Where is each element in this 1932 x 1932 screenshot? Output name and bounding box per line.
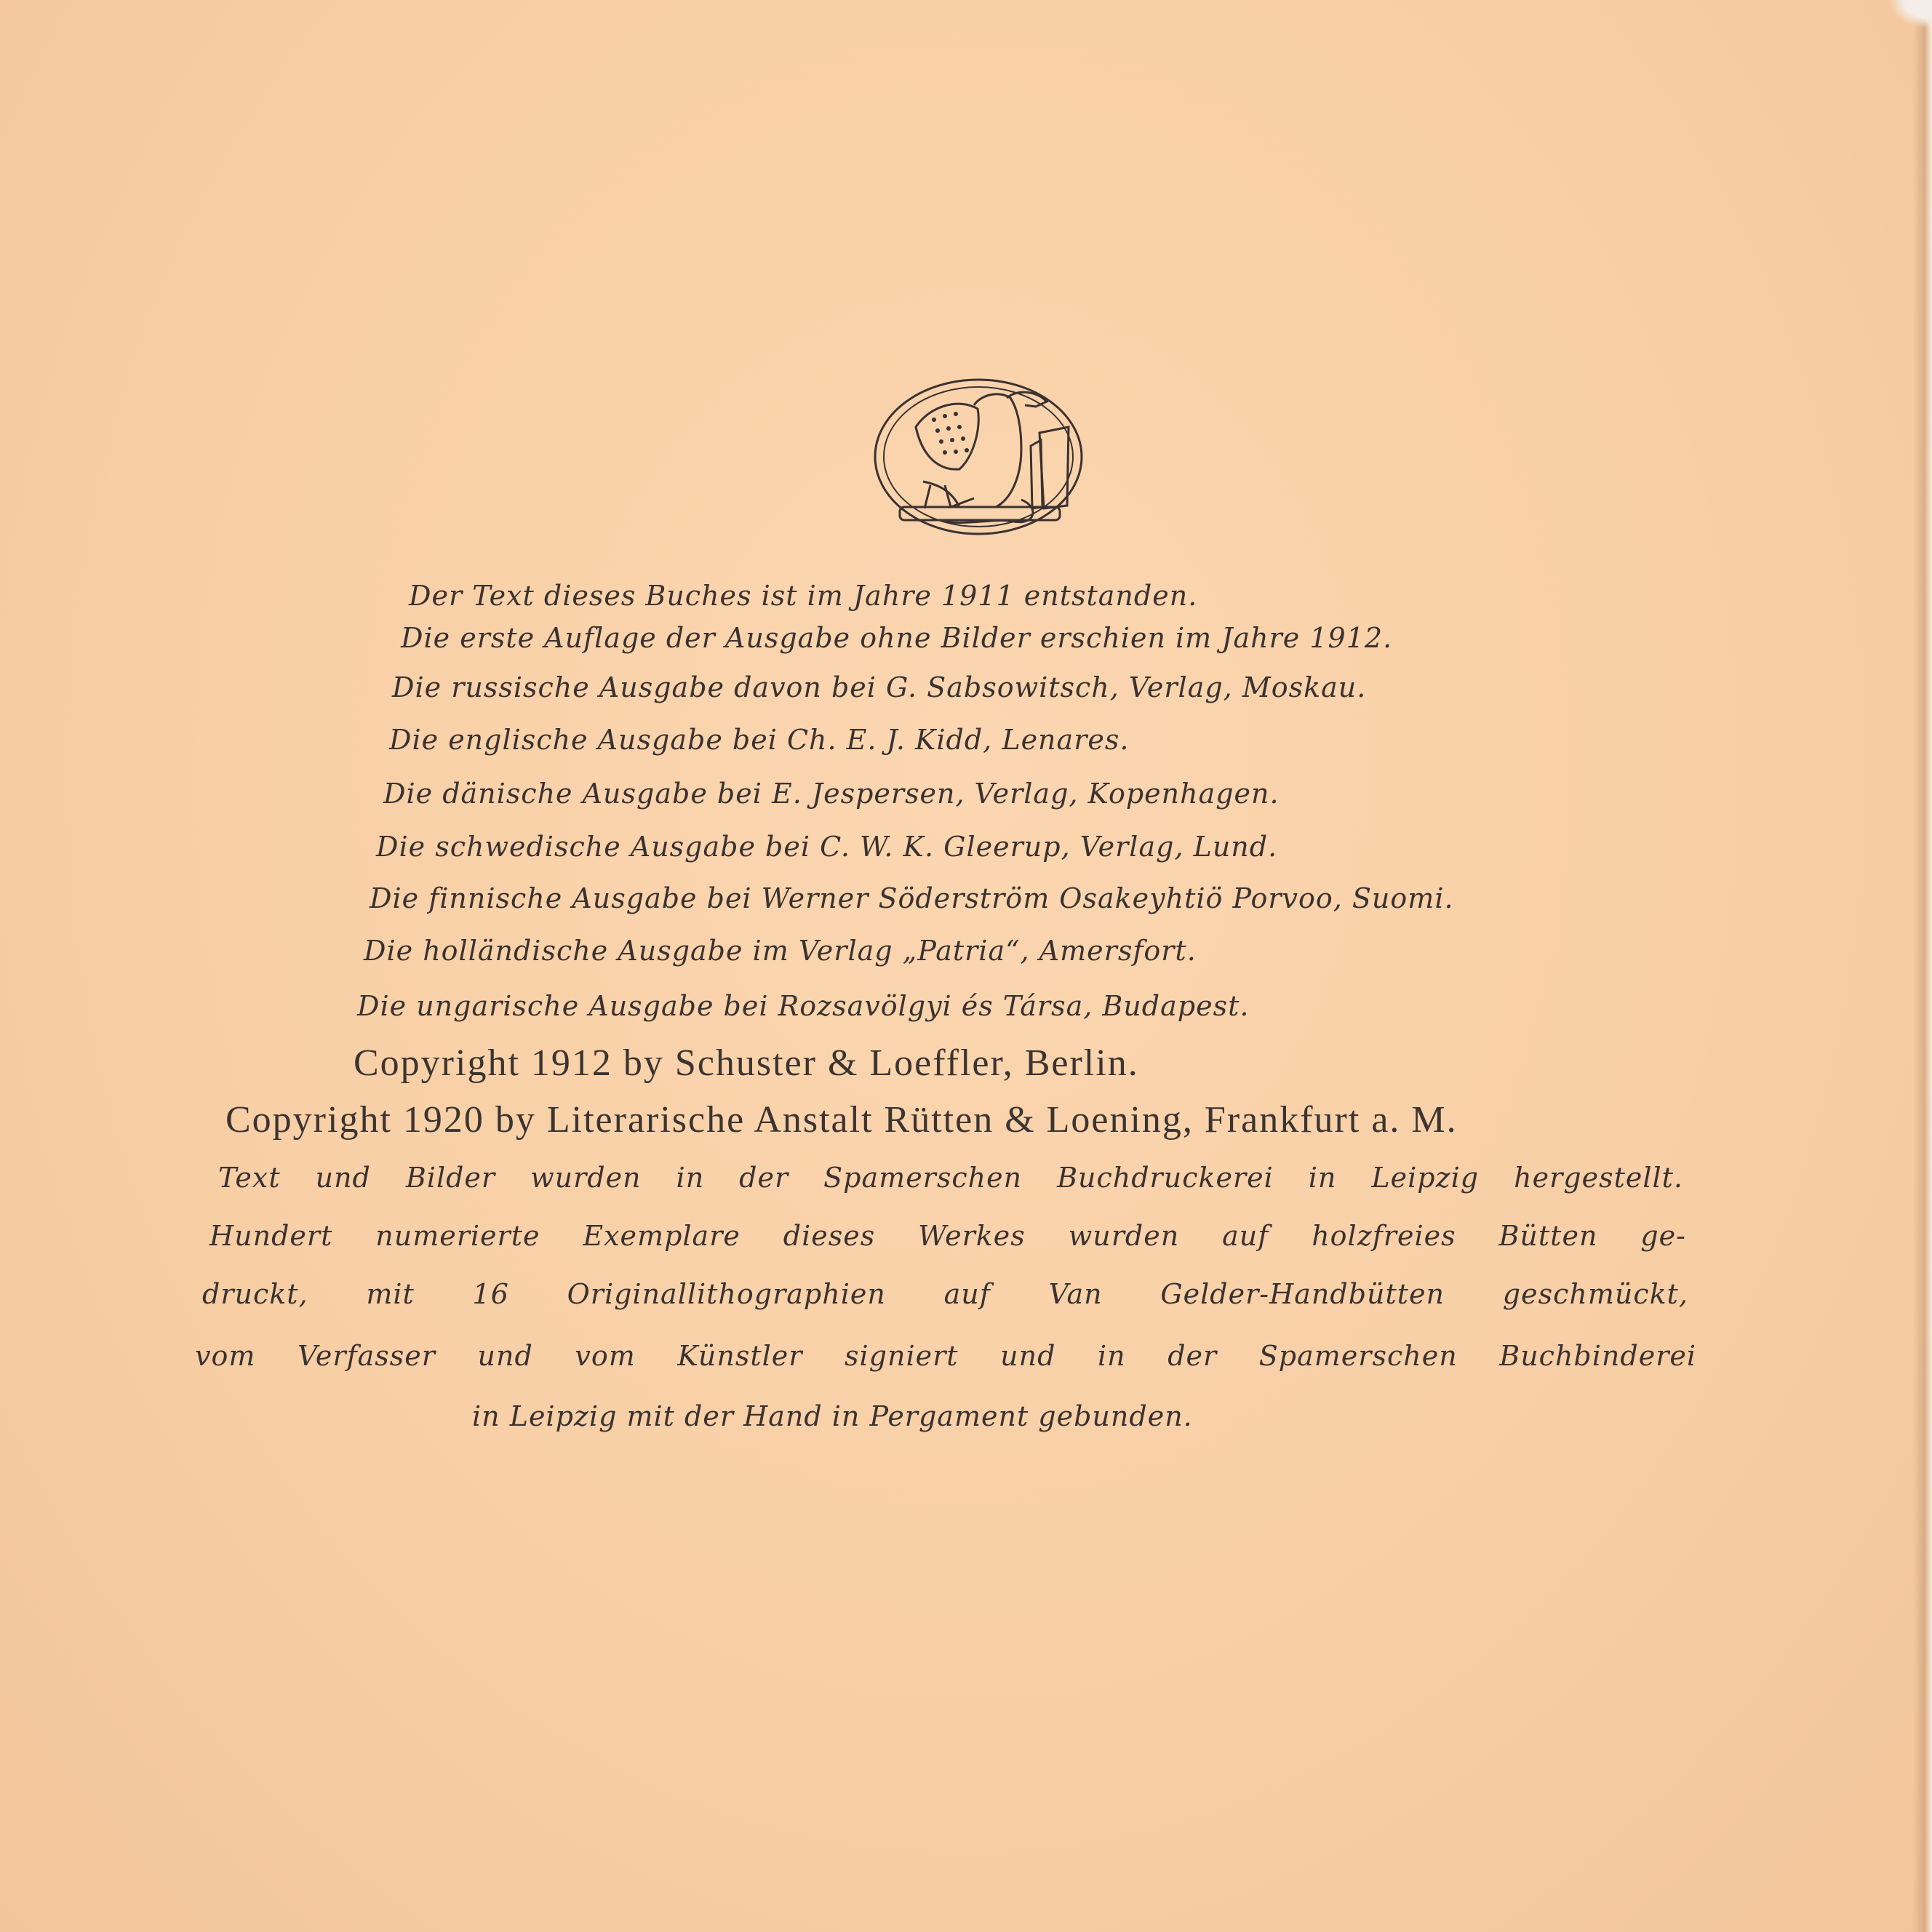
printing-note-line: Text und Bilder wurden in der Spamerschen Buchdruckerei in Leipzig hergestellt. <box>218 1162 1683 1194</box>
printing-note-line: druckt, mit 16 Originallithographien auf Van Gelder-Handbütten geschmückt, <box>202 1278 1688 1310</box>
page-edge-shadow <box>1913 0 1932 1932</box>
copyright-1920: Copyright 1920 by Literarische Anstalt Rütten & Loening, Frankfurt a. M. <box>225 1099 1458 1141</box>
page-corner <box>1888 0 1932 29</box>
colophon-line: Die dänische Ausgabe bei E. Jespersen, Verlag, Kopenhagen. <box>383 778 1280 810</box>
colophon-line: Die erste Auflage der Ausgabe ohne Bilder erschien im Jahre 1912. <box>401 622 1393 654</box>
griffin-emblem-icon <box>872 376 1085 538</box>
printing-note-line: in Leipzig mit der Hand in Pergament gebunden. <box>472 1400 1193 1432</box>
colophon-line: Der Text dieses Buches ist im Jahre 1911 entstanden. <box>409 580 1198 612</box>
colophon-line: Die englische Ausgabe bei Ch. E. J. Kidd, Lenares. <box>389 724 1130 756</box>
colophon-line: Die holländische Ausgabe im Verlag „Patria“, Amersfort. <box>364 935 1197 967</box>
colophon-line: Die russische Ausgabe davon bei G. Sabsowitsch, Verlag, Moskau. <box>392 671 1367 703</box>
printing-note-line: Hundert numerierte Exemplare dieses Werkes wurden auf holzfreies Bütten ge- <box>209 1220 1686 1252</box>
colophon-line: Die finnische Ausgabe bei Werner Söderström Osakeyhtiö Porvoo, Suomi. <box>370 882 1454 914</box>
colophon-line: Die ungarische Ausgabe bei Rozsavölgyi és Társa, Budapest. <box>357 990 1250 1022</box>
printing-note-line: vom Verfasser und vom Künstler signiert und in der Spamerschen Buchbinderei <box>195 1340 1696 1372</box>
copyright-1912: Copyright 1912 by Schuster & Loeffler, Berlin. <box>354 1042 1139 1084</box>
colophon-line: Die schwedische Ausgabe bei C. W. K. Gleerup, Verlag, Lund. <box>376 831 1278 863</box>
